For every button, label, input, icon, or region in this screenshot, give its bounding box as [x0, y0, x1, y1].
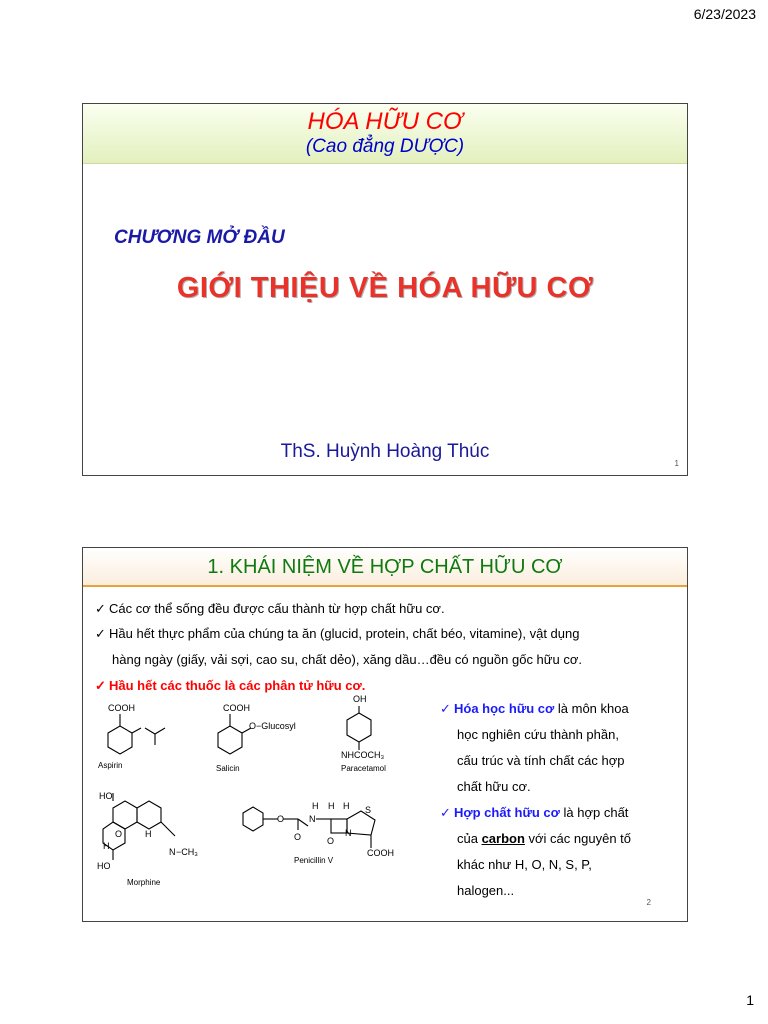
term-organic-chemistry: Hóa học hữu cơ	[454, 701, 555, 716]
author-name: ThS. Huỳnh Hoàng Thúc	[280, 441, 490, 462]
chapter-title: GIỚI THIỆU VỀ HÓA HỮU CƠ	[176, 272, 594, 304]
definition-2-line3: khác như H, O, N, S, P,	[457, 857, 592, 872]
morphine-ho-bottom: HO	[97, 861, 111, 871]
definition-1-line1: là môn khoa	[554, 701, 629, 716]
paracetamol-nh: NHCOCH₃	[341, 750, 385, 760]
morphine-h2: H	[103, 841, 110, 851]
bullet-1-text: Các cơ thể sống đều được cấu thành từ hợp chất hữu cơ.	[109, 601, 445, 616]
paracetamol-label: Paracetamol	[341, 764, 386, 773]
check-icon: ✓	[95, 678, 106, 693]
slide-2-header	[83, 548, 687, 587]
morphine-ho-top: HO	[99, 791, 113, 801]
morphine-ch3: −CH₃	[176, 847, 198, 857]
bullet-2-text-line1: Hầu hết thực phẩm của chúng ta ăn (glucid, protein, chất béo, vitamine), vật dụng	[109, 626, 580, 641]
slide-2	[82, 547, 688, 922]
aspirin-label: Aspirin	[98, 761, 123, 770]
penicillin-o2: O	[294, 832, 302, 842]
definition-2-line4: halogen...	[457, 883, 515, 898]
definition-1-line4: chất hữu cơ.	[457, 779, 531, 794]
definitions-column	[440, 696, 680, 904]
check-icon: ✓	[440, 805, 451, 820]
slide-1	[82, 103, 688, 476]
chapter-label: CHƯƠNG MỞ ĐẦU	[114, 227, 285, 248]
penicillin-h2: H	[328, 801, 335, 811]
morphine-label: Morphine	[127, 878, 161, 887]
course-subtitle: (Cao đẳng DƯỢC)	[305, 136, 465, 157]
penicillin-o3: O	[327, 836, 335, 846]
page-number: 1	[746, 992, 754, 1008]
morphine-h1: H	[145, 829, 152, 839]
definition-organic-chemistry	[440, 696, 680, 800]
bullet-2	[95, 621, 582, 673]
penicillin-cooh: COOH	[367, 848, 394, 858]
check-icon: ✓	[95, 626, 106, 641]
penicillin-h1: H	[312, 801, 319, 811]
carbon-word: carbon	[481, 831, 525, 846]
slide-1-header	[83, 104, 687, 164]
morphine-n: N	[169, 847, 176, 857]
bullet-3-text: Hầu hết các thuốc là các phân tử hữu cơ.	[109, 678, 366, 693]
slide-number: 1	[674, 459, 679, 468]
definition-2-line1: là hợp chất	[559, 805, 629, 820]
penicillin-o1: O	[277, 814, 285, 824]
definition-organic-compound	[440, 800, 680, 904]
definition-2-line2-pre: của	[457, 831, 482, 846]
aspirin-cooh: COOH	[108, 703, 135, 713]
definition-1-line3: cấu trúc và tính chất các hợp	[457, 753, 625, 768]
check-icon: ✓	[95, 601, 106, 616]
bullet-2-text-line2: hàng ngày (giấy, vải sợi, cao su, chất dẻo), xăng dầu…đều có nguồn gốc hữu cơ.	[112, 652, 582, 667]
paracetamol-oh: OH	[353, 694, 367, 704]
morphine-o: O	[115, 829, 123, 839]
molecule-structures	[83, 694, 433, 913]
definition-1-line2: học nghiên cứu thành phần,	[457, 727, 619, 742]
penicillin-n2: N	[345, 828, 352, 838]
salicin-label: Salicin	[216, 764, 240, 773]
salicin-glucosyl: O−Glucosyl	[249, 721, 296, 731]
salicin-cooh: COOH	[223, 703, 250, 713]
penicillin-label: Penicillin V	[294, 856, 334, 865]
slide-number: 2	[646, 898, 651, 907]
section-title: 1. KHÁI NIỆM VỀ HỢP CHẤT HỮU CƠ	[207, 556, 563, 578]
penicillin-n1: N	[309, 814, 316, 824]
penicillin-h3: H	[343, 801, 350, 811]
term-organic-compound: Hợp chất hữu cơ	[454, 805, 560, 820]
print-date: 6/23/2023	[693, 6, 756, 22]
penicillin-s: S	[365, 805, 372, 815]
bullet-1	[95, 596, 445, 622]
check-icon: ✓	[440, 701, 451, 716]
course-title: HÓA HỮU CƠ	[307, 108, 463, 135]
definition-2-line2-post: với các nguyên tố	[524, 831, 632, 846]
bullet-3	[95, 673, 365, 699]
